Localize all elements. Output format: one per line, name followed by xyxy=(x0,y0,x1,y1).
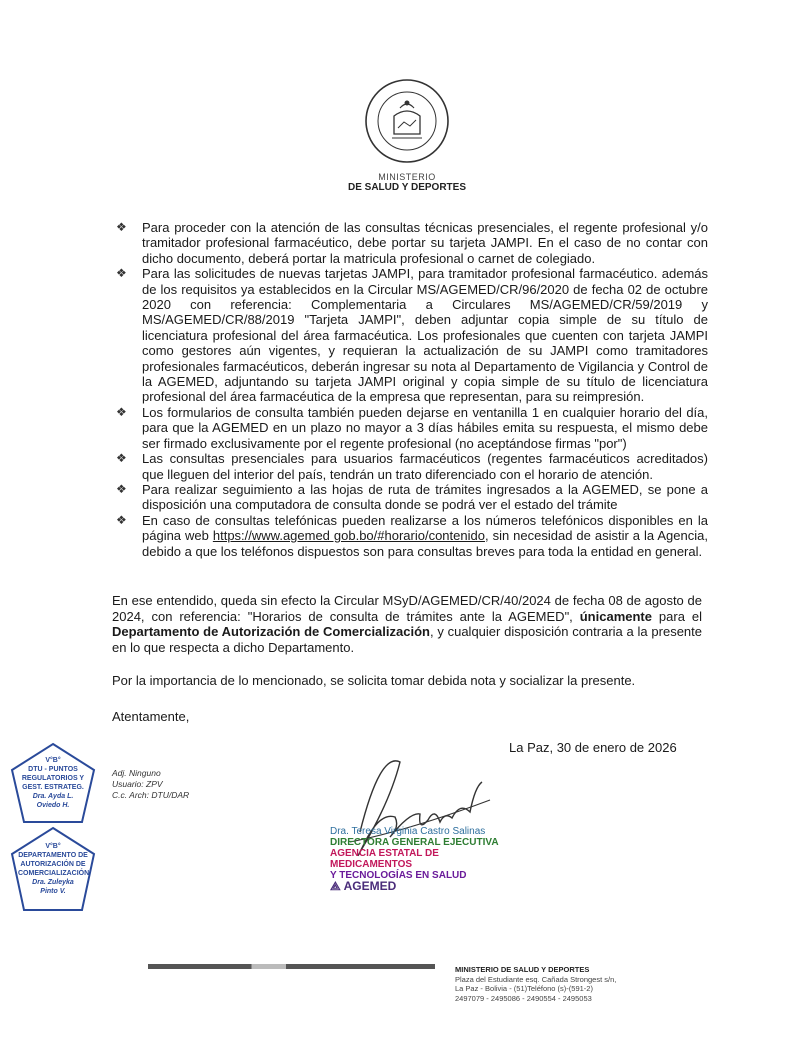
diamond-bullet-icon: ❖ xyxy=(116,220,127,234)
signer-name: Dra. Teresa Virginia Castro Salinas xyxy=(330,826,486,837)
diamond-bullet-icon: ❖ xyxy=(116,266,127,281)
state-seal xyxy=(364,78,450,164)
place-date: La Paz, 30 de enero de 2026 xyxy=(509,740,677,755)
signer-block xyxy=(330,826,510,892)
diamond-bullet-icon: ❖ xyxy=(116,481,127,496)
closing: Atentamente, xyxy=(112,709,190,724)
signer-agency-line2: Y TECNOLOGÍAS EN SALUD xyxy=(330,870,467,881)
ministry-line2: DE SALUD Y DEPORTES xyxy=(348,182,466,193)
bullet-item: ❖ Para proceder con la atención de las consultas técnicas presenciales, el regente profesional y/o tramitador profesional farmacéutico, debe portar su tarjeta JAMPI. En el caso de no contar con dicho documento, deberá portar la matricula profesional o carnet de colegiado. xyxy=(116,220,708,266)
bullet-item: ❖ Para las solicitudes de nuevas tarjetas JAMPI, para tramitador profesional farmacéutico. además de los requisitos ya establecidos en la Circular MS/AGEMED/CR/96/2020 de fecha 02 de octubre 2020 con referencia: Complementaria a Circulares MS/AGEMED/CR/59/2019 y MS/AGEMED/CR/88/2019 "Tarjeta JAMPI", deben adjuntar copia simple de su título de licenciatura profesional del área farmacéutica. Los profesionales que cuenten con tarjeta JAMPI como gestores aún vigentes, y requieran la actualización de su JAMPI como tramitadores profesionales farmacéuticos, deberán ingresar su nota al Departamento de Vigilancia y Control de la AGEMED, adjuntando su tarjeta JAMPI original y copia simple de su título de licenciatura profesional del área farmacéutica de la empresa que representan, para su reimpresión. xyxy=(116,266,708,405)
paragraph-request: Por la importancia de lo mencionado, se solicita tomar debida nota y socializar la presente. xyxy=(112,673,636,688)
paragraph-revocation: En ese entendido, queda sin efecto la Circular MSyD/AGEMED/CR/40/2024 de fecha 08 de agosto de 2024, con referencia: "Horarios de consulta de trámites ante la AGEMED", únicamente para el Departamento de Autorización de Comercialización, y cualquier disposición contraria a la presente en lo que respecta a dicho Departamento. xyxy=(112,593,702,655)
attachments-info: Adj. Ninguno Usuario: ZPV C.c. Arch: DTU/DAR xyxy=(112,768,190,800)
website-link[interactable]: https://www.agemed gob.bo/#horario/contenido xyxy=(212,528,485,544)
diamond-bullet-icon: ❖ xyxy=(116,404,127,419)
signer-title: DIRECTORA GENERAL EJECUTIVA xyxy=(330,837,499,848)
approval-stamp-1: V°B° DTU - PUNTOS REGULATORIOS Y GEST. ESTRATEG. Dra. Ayda L. Oviedo H. xyxy=(10,742,96,828)
ministry-line1: MINISTERIO xyxy=(378,172,436,182)
bullet-item: ❖ Los formularios de consulta también pueden dejarse en ventanilla 1 en cualquier horario del día, para que la AGEMED en un plazo no mayor a 3 días hábiles emita su respuesta, el mismo debe ser firmado exclusivamente por el regente profesional (no aceptándose firmas "por") xyxy=(116,404,708,451)
bullet-item: ❖ Para realizar seguimiento a las hojas de ruta de trámites ingresados a la AGEMED, se pone a disposición una computadora de consulta donde se podrá ver el estado del trámite xyxy=(116,481,708,513)
footer-bar xyxy=(148,964,435,969)
footer-address: MINISTERIO DE SALUD Y DEPORTES Plaza del Estudiante esq. Cañada Strongest s/n, La Paz - Bolivia - (51)Teléfono (s)-(591-2) 2497079 - 2495086 - 2490554 - 2495053 xyxy=(455,965,617,1003)
diamond-bullet-icon: ❖ xyxy=(116,512,127,527)
ministry-header xyxy=(300,172,514,193)
bullet-item: ❖ Las consultas presenciales para usuarios farmacéuticos (regentes farmacéuticos acreditados) que lleguen del interior del país, tendrán un trato diferenciado con el horario de atención. xyxy=(116,451,708,482)
signer-agency-line1: AGENCIA ESTATAL DE MEDICAMENTOS xyxy=(330,848,439,870)
diamond-bullet-icon: ❖ xyxy=(116,451,127,466)
bullet-list xyxy=(116,220,708,559)
approval-stamp-2: V°B° DEPARTAMENTO DE AUTORIZACIÓN DE COMERCIALIZACIÓN Dra. Zuleyka Pinto V. xyxy=(10,826,96,912)
bullet-item: ❖ En caso de consultas telefónicas pueden realizarse a los números telefónicos disponibles en la página web https://www.agemed gob.bo/#horario/contenido, sin necesidad de asistir a la Agencia, debido a que los teléfonos dispuestos son para consultas breves para toda la entidad en general. xyxy=(116,512,708,559)
agemed-logo: ⟁ AGEMED xyxy=(330,879,397,893)
agemed-logo-icon: ⟁ xyxy=(330,879,341,893)
